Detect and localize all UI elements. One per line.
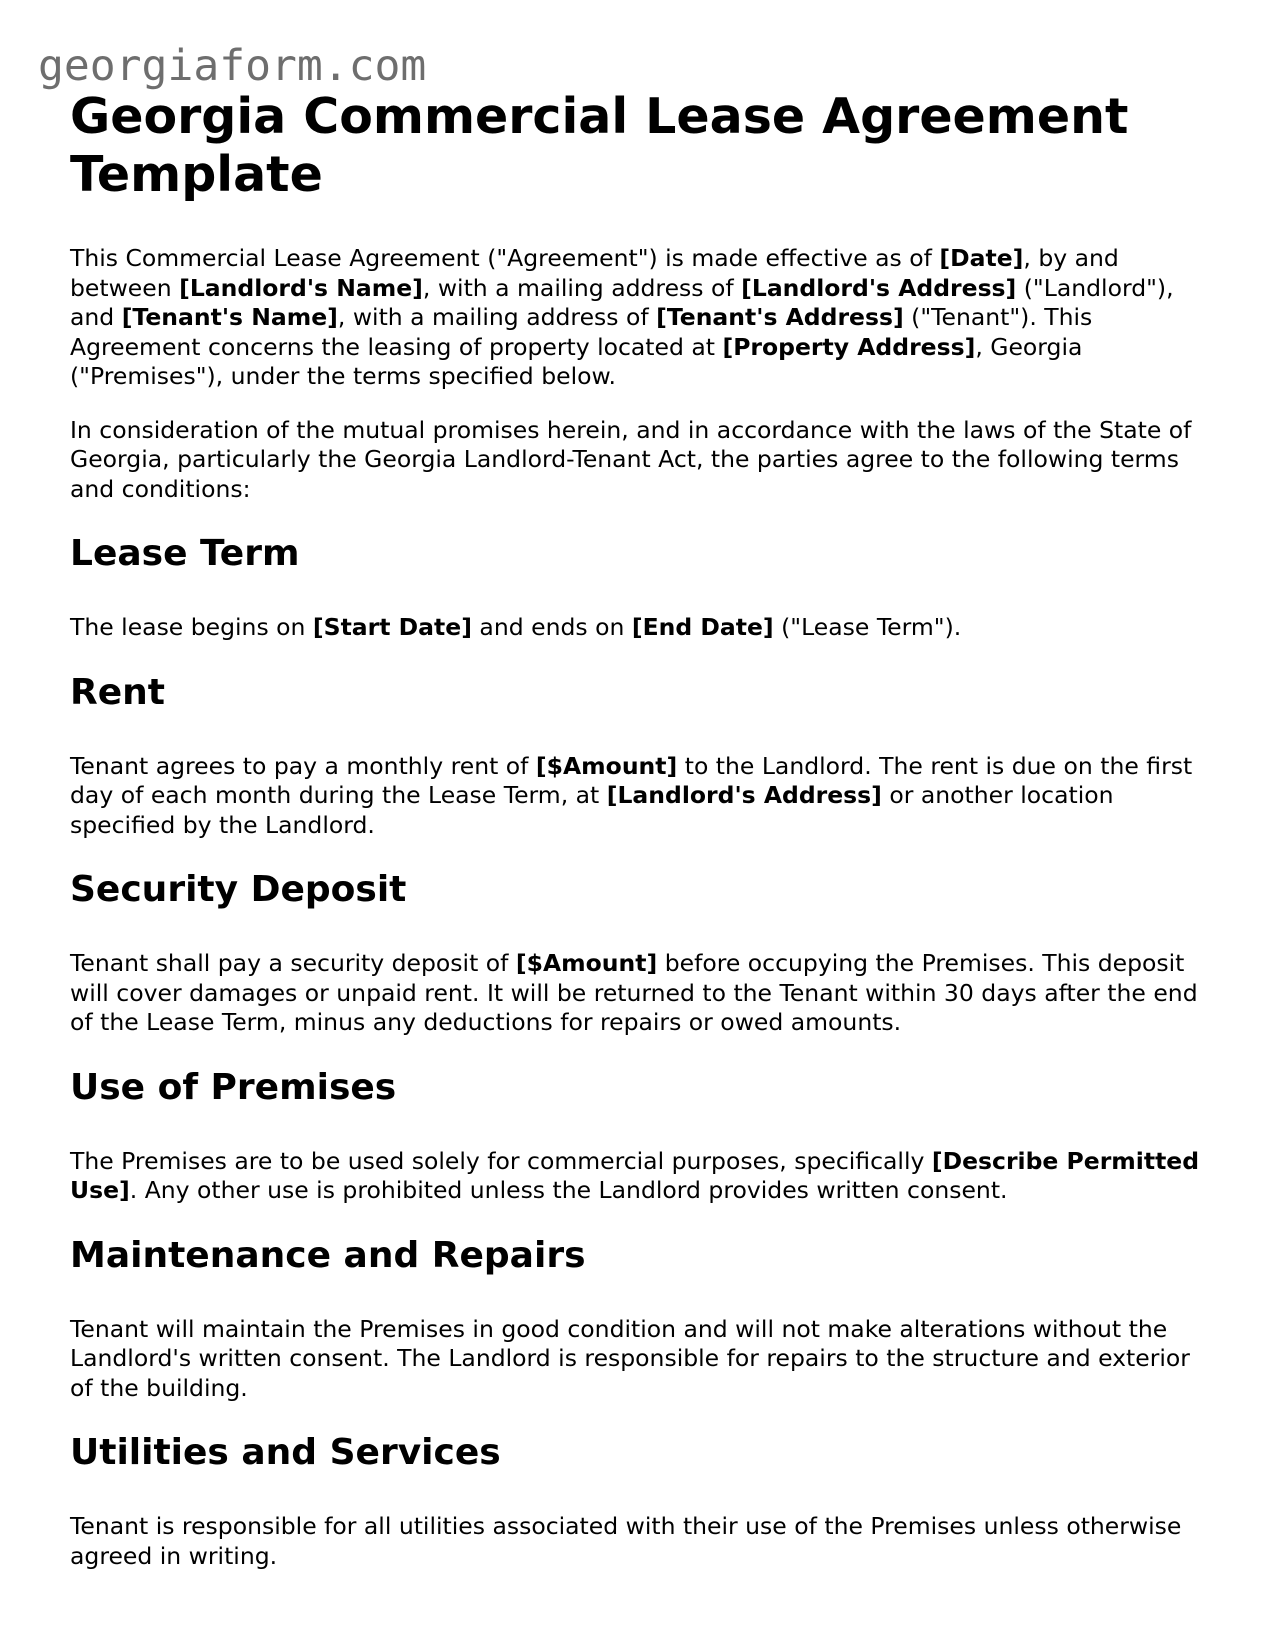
document-title: Georgia Commercial Lease Agreement Template [70,88,1129,203]
placeholder-landlord-name: [Landlord's Name] [179,273,423,302]
section-heading: Use of Premises [70,1066,397,1108]
section-heading: Lease Term [70,533,300,574]
placeholder-property-address: [Property Address] [722,332,976,361]
section-rent [70,671,1210,841]
section-text: Tenant shall pay a security deposit of [$Amount] before occupying the Premises. This deposit will cover damages or unpaid rent. It will be returned to the Tenant within 30 days after the end of the Lease Term, minus any deductions for repairs or owed amounts. [70,949,1198,1036]
placeholder-permitted-use: [Describe Permitted Use] [70,1146,1200,1204]
section-text: The lease begins on [Start Date] and ends on [End Date] ("Lease Term"). [70,613,962,641]
placeholder-date: [Date] [939,244,1024,272]
placeholder-rent-amount: [$Amount] [535,751,678,780]
placeholder-tenant-address: [Tenant's Address] [656,303,904,331]
placeholder-deposit-amount: [$Amount] [515,949,658,977]
section-text: Tenant agrees to pay a monthly rent of [$Amount] to the Landlord. The rent is due on the first day of each month during the Lease Term, at [Landlord's Address] or another location specified by the Landlord. [70,751,1193,839]
section-text: Tenant is responsible for all utilities associated with their use of the Premises unless otherwise agreed in writing. [70,1512,1182,1570]
section-heading: Utilities and Services [70,1432,501,1473]
consideration-paragraph: In consideration of the mutual promises herein, and in accordance with the laws of the State of Georgia, particularly the Georgia Landlord-Tenant Act, the parties agree to the following terms and conditions: [70,415,1192,503]
section-heading: Rent [70,671,165,713]
section-heading: Security Deposit [70,869,407,910]
section-text: Tenant will maintain the Premises in good condition and will not make alterations without the Landlord's written consent. The Landlord is responsible for repairs to the structure and exterior of the building. [70,1314,1190,1402]
intro-paragraph: This Commercial Lease Agreement ("Agreement") is made effective as of [Date], by and between [Landlord's Name], with a mailing address of [Landlord's Address] ("Landlord"), and [Tenant's Name], with a mailing address of [Tenant's Address] ("Tenant"). This Agreement concerns the leasing of property located at [Property Address], Georgia ("Premises"), under the terms specified below. [70,244,1174,390]
placeholder-landlord-address: [Landlord's Address] [741,273,1017,302]
section-maintenance [70,1234,1210,1404]
watermark-text: georgiaform.com [38,41,427,91]
section-text: The Premises are to be used solely for commercial purposes, specifically [Describe Permitted Use]. Any other use is prohibited unless the Landlord provides written consent. [70,1146,1200,1204]
section-security-deposit [70,868,1210,1038]
placeholder-landlord-address: [Landlord's Address] [606,781,882,809]
section-utilities [70,1431,1210,1571]
section-lease-term [70,532,1210,643]
section-use-of-premises [70,1066,1210,1206]
placeholder-start-date: [Start Date] [312,613,472,641]
placeholder-tenant-name: [Tenant's Name] [121,303,338,331]
placeholder-end-date: [End Date] [631,613,774,641]
section-heading: Maintenance and Repairs [70,1234,586,1276]
document-body [70,88,1210,1571]
